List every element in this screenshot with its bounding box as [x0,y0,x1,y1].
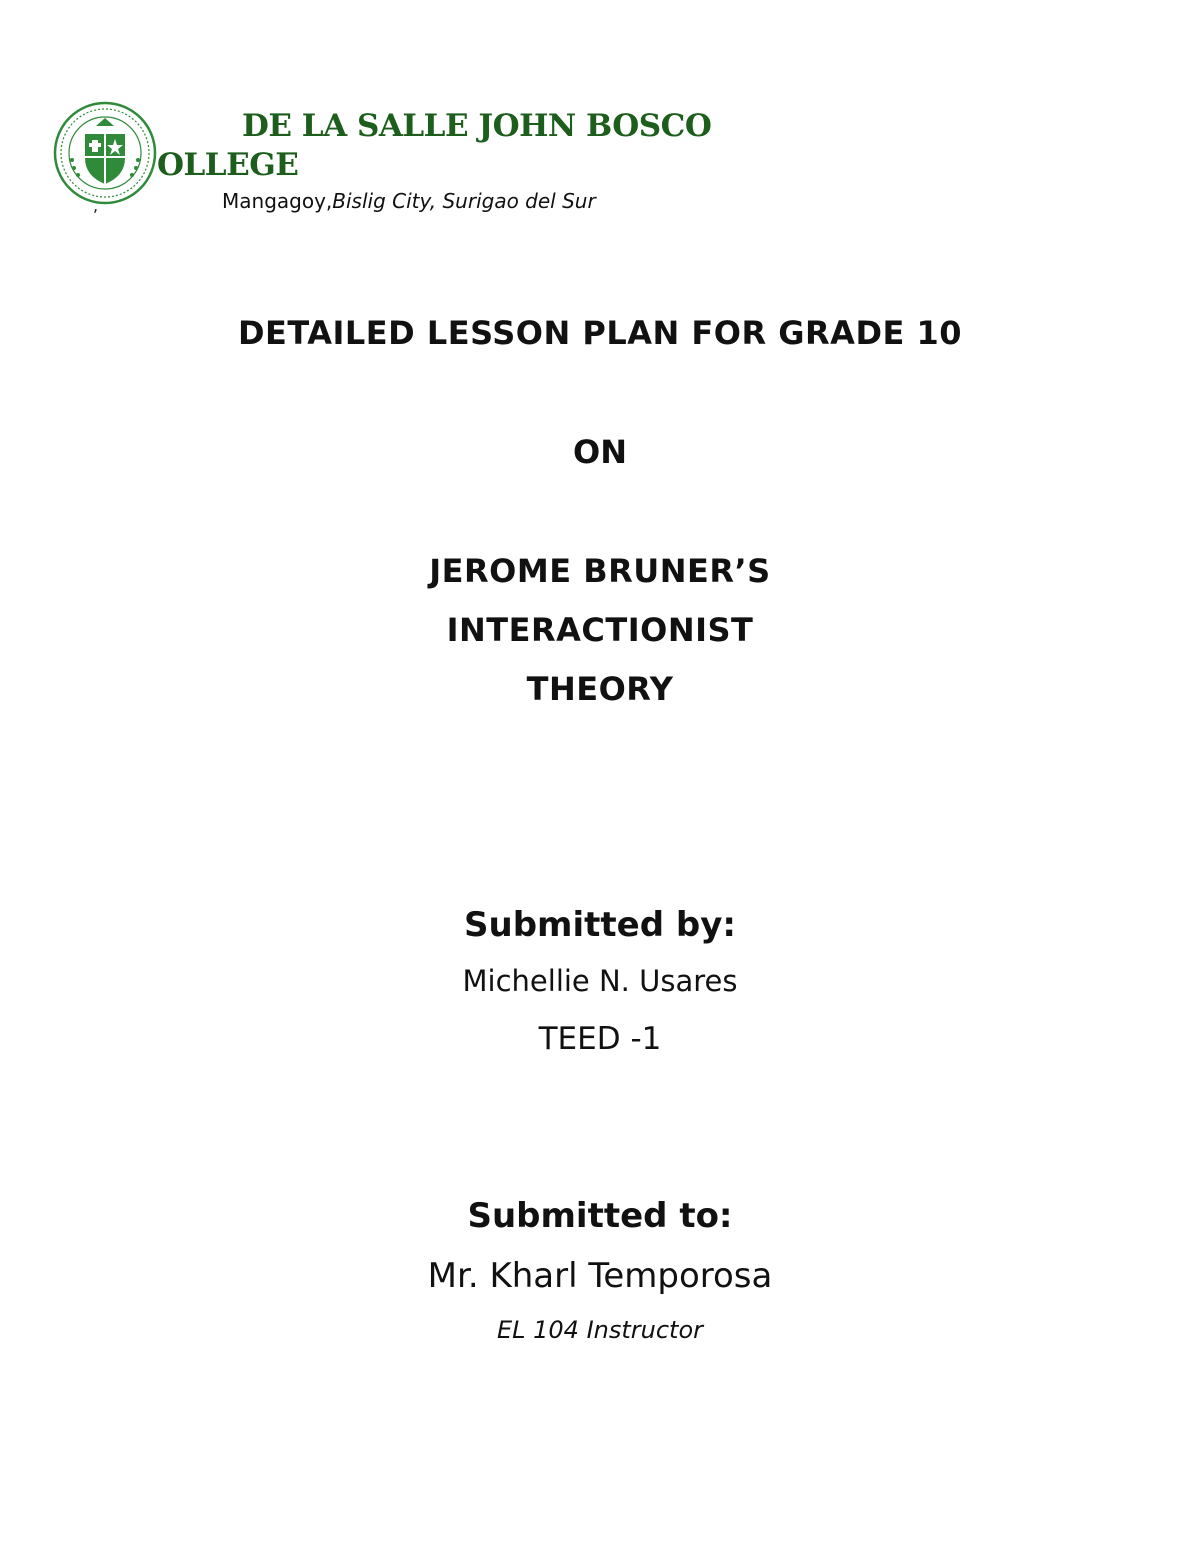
title-connector: ON [573,433,627,471]
student-section: TEED -1 [538,1021,662,1057]
college-seal-icon [52,100,158,206]
instructor-name: Mr. Kharl Temporosa [427,1256,773,1296]
address-city-province: Bislig City, Surigao del Sur [332,189,596,213]
student-name: Michellie N. Usares [462,964,738,998]
submitted-to-label: Submitted to: [467,1196,733,1236]
college-name-line2: OLLEGE [157,147,299,183]
topic-line: JEROME BRUNER’S [429,552,771,590]
instructor-role: EL 104 Instructor [496,1316,704,1344]
document-title: DETAILED LESSON PLAN FOR GRADE 10 [237,314,963,352]
submitted-by-label: Submitted by: [464,905,736,945]
topic-line: INTERACTIONIST [446,611,754,649]
topic-line: THEORY [526,670,674,708]
stray-comma: , [93,196,99,215]
college-address [222,189,596,213]
address-town: Mangagoy, [222,189,333,213]
college-name-line1: DE LA SALLE JOHN BOSCO [242,108,712,144]
